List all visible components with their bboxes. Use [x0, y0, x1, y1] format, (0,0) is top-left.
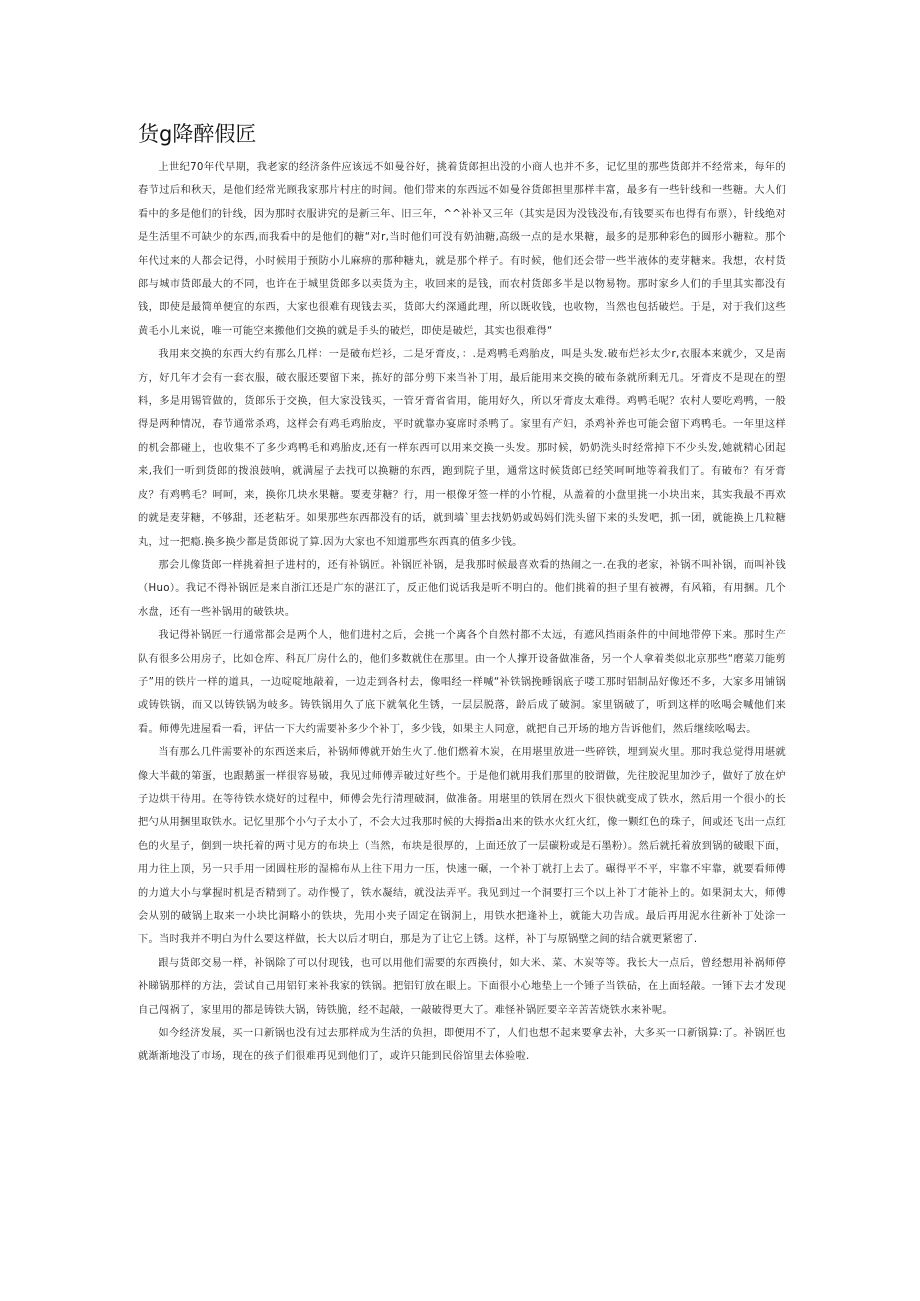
- document-body: [138, 156, 786, 1069]
- paragraph: 上世纪70年代早期，我老家的经济条件应该远不如曼谷好，挑着货郎担出没的小商人也并不多，记忆里的那些货郎并不经常来，每年的春节过后和秋天，是他们经常光顾我家那片村庄的时间。他们带来的东西远不如曼谷货郎担里那样丰富，最多有一些针线和一些糖。大人们看中的多是他们的针线，因为那时衣服讲究的是新三年、旧三年，^^补补又三年（其实是因为没钱没布,有钱要买布也得有布票），针线绝对是生活里不可缺少的东西,而我看中的是他们的糖“对r,当时他们可没有奶油糖,高级一点的是水果糖，最多的是那种彩色的圆形小糖粒。那个年代过来的人都会记得，小时候用于预防小儿麻痹的那种糖丸，就是那个样子。有时候，他们还会带一些半液体的麦芽糖来。我想，农村货郎与城市货郎最大的不同，也许在于城里货郎多以卖货为主，收回来的是钱，而农村货郎多半是以物易物。那时家乡人们的手里其实都没有钱，即使是最简单便宜的东西，大家也很难有现钱去买，货郎大约深通此理，所以既收钱，也收物，当然也包括破烂。于是，对于我们这些黄毛小儿来说，唯一可能空来搬他们交换的就是手头的破烂，即使是破烂，其实也很难得“: [138, 162, 786, 337]
- paragraph: 那会儿像货郎一样挑着担子进村的，还有补锅匠。补锅匠补锅，是我那时候最喜欢看的热闹之一.在我的老家，补锅不叫补锅，而叫补钱（Huo）。我记不得补锅匠是来自浙江还是广东的湛江了，反正他们说话我是听不明白的。他们挑着的担子里有被褥，有风箱，有用捆。几个水盘，还有一些补锅用的破铁块。: [138, 559, 786, 618]
- document-title: 货g降醉假匠: [138, 122, 257, 146]
- paragraph: 如今经济发展，买一口新锅也没有过去那样成为生活的负担，即便用不了，人们也想不起来要拿去补，大多买一口新锅算:了。补锅匠也就渐渐地没了市场，现在的孩子们很难再见到他们了，或许只能到民俗馆里去体验啦.: [138, 1028, 786, 1063]
- paragraph: 我记得补锅匠一行通常都会是两个人，他们进村之后，会挑一个离各个自然村都不太远，有遮风挡雨条件的中间地带停下来。那时生产队有很多公用房子，比如仓库、科瓦厂房什么的，他们多数就住在那里。由一个人撑开设备做准备，另一个人拿着类似北京那些“磨菜刀能剪子”用的铁片一样的道具，一边啶啶地敲着，一边走到各村去，像唱经一样喊“补铁锅挽睡锅底子喽工那时铝制品好像还不多，大家多用铺锅或铸铁锅，而又以铸铁锅为岐多。铸铁锅用久了底下就氧化生锈，一层层脱落，龄后成了破洞。家里锅破了，听到这样的吆喝会喊他们来看。师傅先进屋看一看，评估一下大约需要补多少个补丁，多少钱，如果主人同意，就把自己开场的地方告诉他们，然后继续吆喝去。: [138, 630, 786, 735]
- paragraph: 当有那么几件需要补的东西送来后，补锅师傅就开始生火了.他们燃着木炭，在用堪里放进一些碎铁，埋到炭火里。那时我总觉得用堪就像大半截的第蛋，也跟鹅蛋一样很容易破，我见过师傅弄破过好些个。于是他们就用我们那里的胶谓做，先往胶泥里加沙子，做好了放在炉子边烘干待用。在等待铁水烧好的过程中，师傅会先行清理破洞，做准备。用堪里的铁屑在烈火下很快就变成了铁水，然后用一个很小的长把勺从用捆里取铁水。记忆里那个小勺子太小了，不会大过我那时候的大拇指a出来的铁水火红火红，像一颗红色的珠子，间或还飞出一点红色的火星子，倒到一块托着的两寸见方的布块上（当然，布块是很厚的，上面还放了一层碳粉或是石墨粉）。然后就托着放到锅的破眼下面，用力往上顶，另一只手用一团圆柱形的湿棉布从上往下用力一压，快速一碾，一个补丁就打上去了。碾得平不平，牢靠不牢靠，就要看师傅的力道大小与掌握时机是否精到了。动作慢了，铁水凝结，就没法弄平。我见到过一个洞要打三个以上补丁才能补上的。如果洞太大，师傅会从别的破锅上取来一小块比洞略小的铁块，先用小夹子固定在锅洞上，用铁水把逢补上，就能大功告成。最后再用泥水往新补丁处涂一下。当时我并不明白为什么要这样做，长大以后才明白，那是为了让它上锈。这样，补丁与原锅壁之间的结合就更紧密了.: [138, 747, 786, 946]
- paragraph: 我用来交换的东西大约有那么几样：一是破布烂衫，二是牙膏皮，：.是鸡鸭毛鸡胎皮，叫是头发.破布烂衫太少r,衣服本来就少，又是南方，好几年才会有一套衣服，破衣服还要留下来，拣好的部分剪下来当补丁用，最后能用来交换的破布条就所剩无几。牙膏皮不是现在的塑料，多是用锡管做的，货郎乐于交换，但大家没钱买，一管牙膏省省用，能用好久，所以牙膏皮太难得。鸡鸭毛呢？农村人要吃鸡鸭，一般得是两种情况，春节通常杀鸡，这样会有鸡毛鸡胎皮，平时就靠办宴席时杀鸭了。家里有产妇，杀鸡补养也可能会留下鸡鸭毛。一年里这样的机会都碰上，也收集不了多少鸡鸭毛和鸡胎皮,还有一样东西可以用来交换一头发。那时候，奶奶洗头时经常掉下不少头发,她就精心团起来,我们一听到货郎的拨浪鼓响，就满屋子去找可以换糖的东西，跑到院子里，通常这时候货郎已经笑呵呵地等着我们了。有破布？有牙膏皮？有鸡鸭毛？呵呵，来，换你几块水果糖。要麦芽糖？行，用一根像牙签一样的小竹棍，从盖着的小盘里挑一小块出来，其实我最不再欢的就是麦芽糖，不够甜，还老粘牙。如果那些东西都没有的话，就到墙`里去找奶奶或妈妈们洗头留下来的头发吧，抓一团，就能换上几粒糖丸，过一把瘾.换多换少都是货郎说了算.因为大家也不知道那些东西真的值多少钱。: [138, 349, 786, 548]
- paragraph: 跟与货郎交易一样，补锅除了可以付现钱，也可以用他们需要的东西换付，如大米、菜、木炭等等。我长大一点后，曾经想用补祸师停补睇锅那样的方法，尝试自己用铝钉来补我家的铁锅。把铝钉放在眼上。下面很小心地垫上一个锤子当铁砧，在上面轻敲。一锤下去才发现自己闯祸了，家里用的都是铸铁大锅，铸铁脆，经不起敲，一敲破得更大了。难怪补锅匠要辛辛苦苦烧铁水来补呢。: [138, 957, 786, 1016]
